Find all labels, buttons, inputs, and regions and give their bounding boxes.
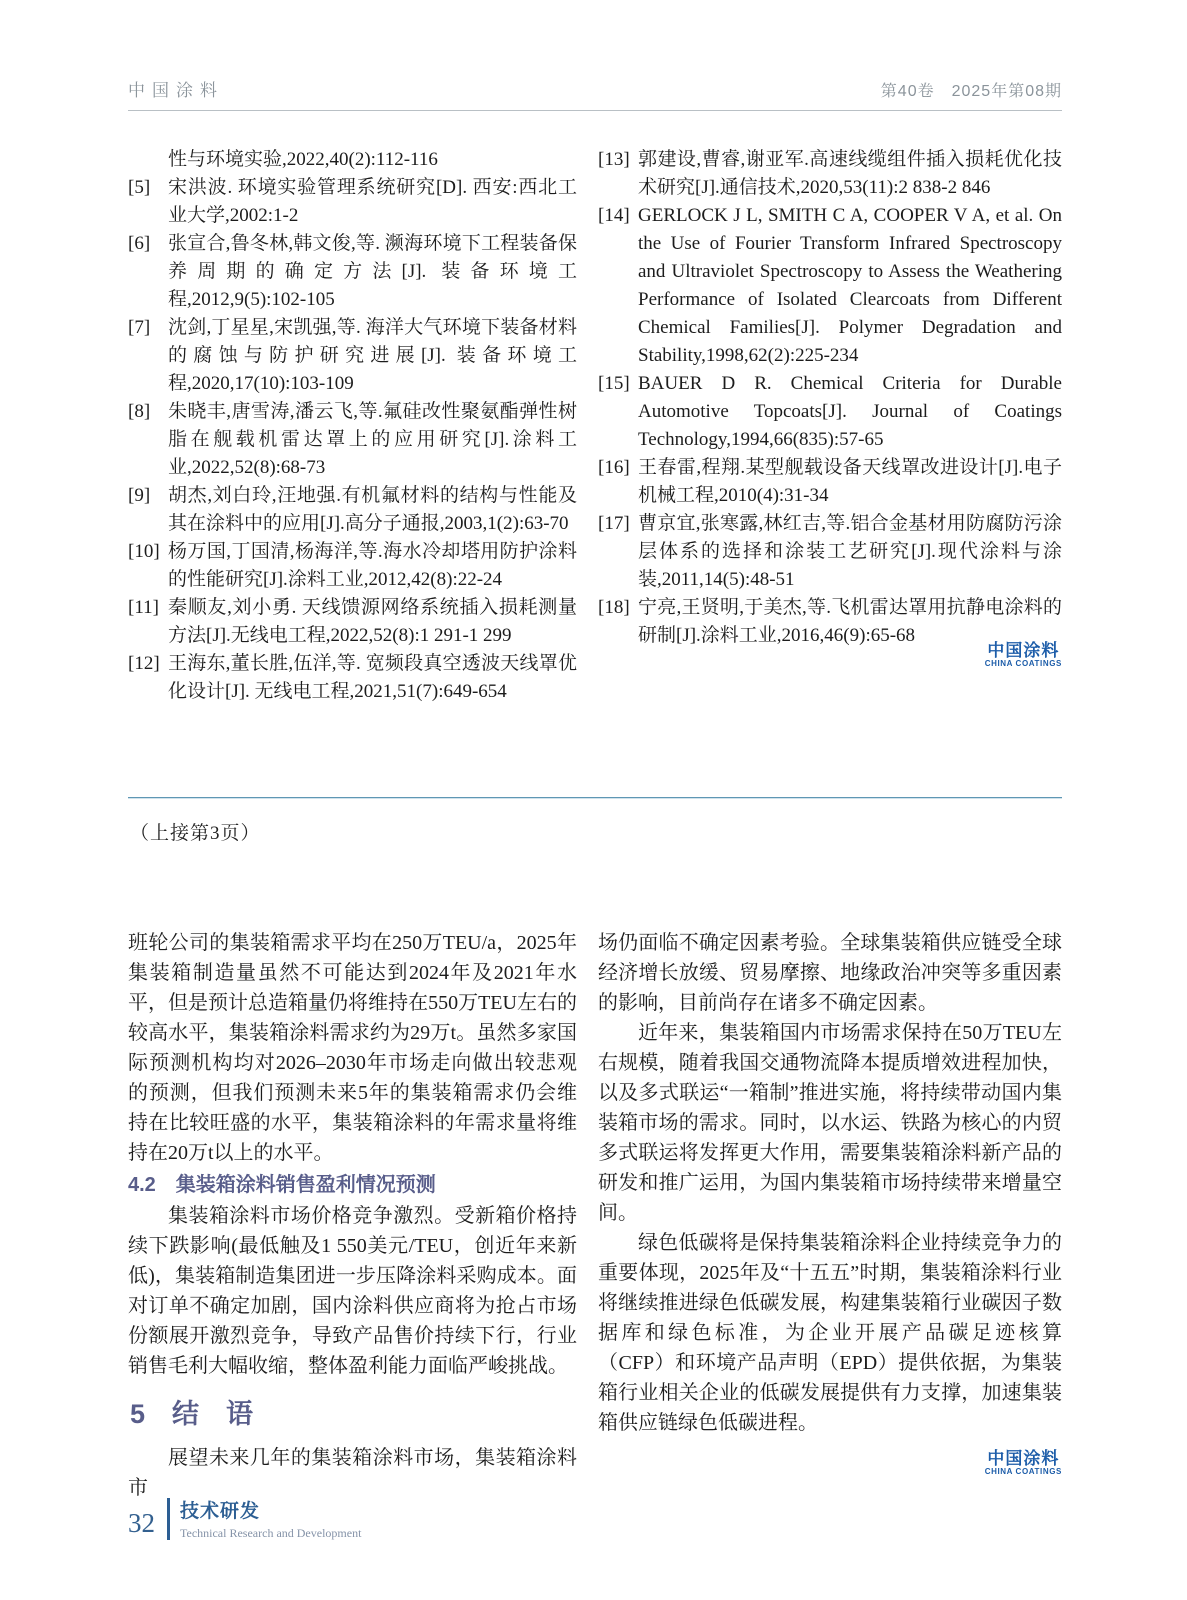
reference-item bbox=[128, 146, 577, 174]
china-coatings-logo bbox=[985, 642, 1062, 668]
ref-label: [10] bbox=[128, 541, 160, 562]
journal-name: 中国涂料 bbox=[128, 81, 224, 100]
ref-text: 王春雷,程翔.某型舰载设备天线罩改进设计[J].电子机械工程,2010(4):31-34 bbox=[638, 457, 1062, 506]
reference-item bbox=[598, 370, 1062, 454]
section-heading-4-2: 4.2 集装箱涂料销售盈利情况预测 bbox=[128, 1174, 436, 1196]
footer-section-title-zh: 技术研发 bbox=[180, 1501, 261, 1522]
article-left-column bbox=[128, 928, 577, 1503]
ref-text: 郭建设,曹睿,谢亚军.高速线缆组件插入损耗优化技术研究[J].通信技术,2020,53(11):2 838-2 846 bbox=[638, 149, 1062, 198]
ref-label: [8] bbox=[128, 401, 151, 422]
page-number: 32 bbox=[128, 1508, 155, 1538]
ref-text: 沈剑,丁星星,宋凯强,等. 海洋大气环境下装备材料的腐蚀与防护研究进展[J]. 装备环境工程,2020,17(10):103-109 bbox=[168, 317, 577, 394]
ref-label: [9] bbox=[128, 485, 151, 506]
ref-text: 朱晓丰,唐雪涛,潘云飞,等.氟硅改性聚氨酯弹性树脂在舰载机雷达罩上的应用研究[J].涂料工业,2022,52(8):68-73 bbox=[168, 401, 577, 478]
references-logo-wrap bbox=[598, 642, 1062, 671]
reference-item bbox=[128, 174, 577, 230]
references-left-column bbox=[128, 146, 577, 706]
ref-label: [15] bbox=[598, 373, 630, 394]
ref-label: [14] bbox=[598, 205, 630, 226]
section-heading-5: 5 结 语 bbox=[130, 1399, 254, 1429]
ref-label: [7] bbox=[128, 317, 151, 338]
article-logo-wrap bbox=[598, 1450, 1062, 1483]
ref-label: [17] bbox=[598, 513, 630, 534]
page-footer bbox=[128, 1496, 361, 1541]
continuation-note: （上接第3页） bbox=[130, 823, 261, 844]
reference-item bbox=[598, 146, 1062, 202]
paragraph: 绿色低碳将是保持集装箱涂料企业持续竞争力的重要体现，2025年及“十五五”时期，集装箱涂料行业将继续推进绿色低碳发展，构建集装箱行业碳因子数据库和绿色标准，为企业开展产品碳足迹核算（CFP）和环境产品声明（EPD）提供依据，为集装箱行业相关企业的低碳发展提供有力支撑，加速集装箱供应链绿色低碳进程。 bbox=[598, 1232, 1062, 1434]
reference-item bbox=[598, 202, 1062, 370]
ref-label: [16] bbox=[598, 457, 630, 478]
ref-label: [5] bbox=[128, 177, 151, 198]
reference-item bbox=[598, 454, 1062, 510]
ref-text: 宋洪波. 环境实验管理系统研究[D]. 西安:西北工业大学,2002:1-2 bbox=[168, 177, 577, 226]
ref-text: 性与环境实验,2022,40(2):112-116 bbox=[168, 149, 438, 170]
ref-text: 曹京宜,张寒露,林红吉,等.铝合金基材用防腐防污涂层体系的选择和涂装工艺研究[J].现代涂料与涂装,2011,14(5):48-51 bbox=[638, 513, 1062, 590]
paragraph: 近年来，集装箱国内市场需求保持在50万TEU左右规模，随着我国交通物流降本提质增效进程加快，以及多式联运“一箱制”推进实施，将持续带动国内集装箱市场的需求。同时，以水运、铁路为核心的内贸多式联运将发挥更大作用，需要集装箱涂料新产品的研发和推广运用，为国内集装箱市场持续带来增量空间。 bbox=[598, 1022, 1062, 1224]
paragraph: 场仍面临不确定因素考验。全球集装箱供应链受全球经济增长放缓、贸易摩擦、地缘政治冲突等多重因素的影响，目前尚存在诸多不确定因素。 bbox=[598, 932, 1062, 1014]
paragraph: 展望未来几年的集装箱涂料市场，集装箱涂料市 bbox=[128, 1447, 577, 1499]
article-right-column bbox=[598, 928, 1062, 1483]
ref-text: 胡杰,刘白玲,汪地强.有机氟材料的结构与性能及其在涂料中的应用[J].高分子通报,2003,1(2):63-70 bbox=[168, 485, 577, 534]
ref-label: [11] bbox=[128, 597, 159, 618]
logo-zh-text: 中国涂料 bbox=[987, 1449, 1060, 1468]
reference-item bbox=[128, 482, 577, 538]
ref-text: 秦顺友,刘小勇. 天线馈源网络系统插入损耗测量方法[J].无线电工程,2022,52(8):1 291-1 299 bbox=[168, 597, 577, 646]
ref-text: BAUER D R. Chemical Criteria for Durable Automotive Topcoats[J]. Journal of Coatings Technology,1994,66(835):57-65 bbox=[638, 373, 1062, 450]
references-right-column bbox=[598, 146, 1062, 650]
ref-text: 杨万国,丁国清,杨海洋,等.海水冷却塔用防护涂料的性能研究[J].涂料工业,2012,42(8):22-24 bbox=[168, 541, 577, 590]
reference-item bbox=[128, 594, 577, 650]
footer-titles bbox=[180, 1496, 361, 1541]
ref-text: 王海东,董长胜,伍洋,等. 宽频段真空透波天线罩优化设计[J]. 无线电工程,2021,51(7):649-654 bbox=[168, 653, 577, 702]
china-coatings-logo bbox=[985, 1450, 1062, 1476]
reference-item bbox=[128, 538, 577, 594]
footer-section-title-en: Technical Research and Development bbox=[180, 1526, 362, 1540]
paragraph: 班轮公司的集装箱需求平均在250万TEU/a，2025年集装箱制造量虽然不可能达到2024年及2021年水平，但是预计总造箱量仍将维持在550万TEU左右的较高水平，集装箱涂料需求约为29万t。虽然多家国际预测机构均对2026–2030年市场走向做出较悲观的预测，但我们预测未来5年的集装箱需求仍会维持在比较旺盛的水平，集装箱涂料的年需求量将维持在20万t以上的水平。 bbox=[128, 932, 577, 1164]
logo-zh-text: 中国涂料 bbox=[987, 641, 1060, 660]
reference-item bbox=[128, 230, 577, 314]
reference-item bbox=[128, 650, 577, 706]
logo-en-text: CHINA COATINGS bbox=[984, 1466, 1062, 1476]
ref-label: [6] bbox=[128, 233, 151, 254]
ref-label: [18] bbox=[598, 597, 630, 618]
issue-info: 第40卷 2025年第08期 bbox=[880, 83, 1062, 100]
paragraph: 集装箱涂料市场价格竞争激烈。受新箱价格持续下跌影响(最低触及1 550美元/TEU，创近年来新低)，集装箱制造集团进一步压降涂料采购成本。面对订单不确定加剧，国内涂料供应商将为抢占市场份额展开激烈竞争，导致产品售价持续下行，行业销售毛利大幅收缩，整体盈利能力面临严峻挑战。 bbox=[128, 1205, 577, 1377]
ref-text: GERLOCK J L, SMITH C A, COOPER V A, et al. On the Use of Fourier Transform Infrared Spectroscopy and Ultraviolet Spectroscopy to Assess the Weathering Performance of Isolated Clearcoats from Different Chemical Families[J]. Polymer Degradation and Stability,1998,62(2):225-234 bbox=[638, 205, 1062, 366]
reference-item bbox=[128, 314, 577, 398]
logo-en-text: CHINA COATINGS bbox=[984, 658, 1062, 668]
reference-item bbox=[128, 398, 577, 482]
footer-divider-bar bbox=[167, 1498, 170, 1540]
ref-label: [13] bbox=[598, 149, 630, 170]
ref-text: 宁亮,王贤明,于美杰,等.飞机雷达罩用抗静电涂料的研制[J].涂料工业,2016,46(9):65-68 bbox=[638, 597, 1062, 646]
page-header bbox=[128, 76, 1062, 111]
ref-label: [12] bbox=[128, 653, 160, 674]
reference-item bbox=[598, 510, 1062, 594]
section-divider bbox=[128, 797, 1062, 799]
ref-text: 张宣合,鲁冬林,韩文俊,等. 濒海环境下工程装备保养周期的确定方法[J]. 装备环境工程,2012,9(5):102-105 bbox=[168, 233, 577, 310]
